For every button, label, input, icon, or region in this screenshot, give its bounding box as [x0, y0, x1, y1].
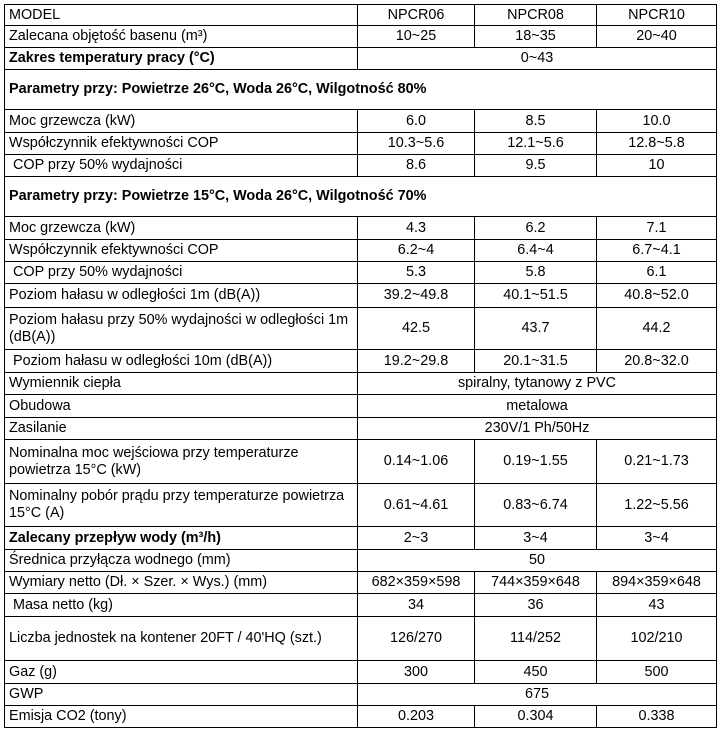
cell-value: 10~25: [358, 26, 475, 48]
table-row: [5, 308, 717, 350]
cell-value: 675: [358, 684, 717, 706]
cell-value: 0~43: [358, 48, 717, 70]
cell-value: 744×359×648: [475, 572, 597, 594]
cell-value: 20~40: [597, 26, 717, 48]
cell-value: 18~35: [475, 26, 597, 48]
cell-value: 10.3~5.6: [358, 133, 475, 155]
cell-value: 6.1: [597, 262, 717, 284]
cell-value: 300: [358, 661, 475, 684]
cell-value: 0.304: [475, 706, 597, 728]
table-row: [5, 527, 717, 550]
row-label: COP przy 50% wydajności: [5, 155, 358, 177]
row-label: COP przy 50% wydajności: [5, 262, 358, 284]
cell-value: 20.8~32.0: [597, 350, 717, 373]
table-row: [5, 594, 717, 617]
cell-value: 44.2: [597, 308, 717, 350]
cell-value: 0.338: [597, 706, 717, 728]
table-row: [5, 155, 717, 177]
table-row: [5, 484, 717, 527]
row-label: Zalecany przepływ wody (m³/h): [5, 527, 358, 550]
table-row: [5, 373, 717, 395]
row-label: Emisja CO2 (tony): [5, 706, 358, 728]
table-row: [5, 706, 717, 728]
cell-value: 10: [597, 155, 717, 177]
table-row: [5, 284, 717, 308]
cell-value: 20.1~31.5: [475, 350, 597, 373]
table-row: [5, 617, 717, 661]
table-row: [5, 262, 717, 284]
cell-value: 42.5: [358, 308, 475, 350]
cell-value: 10.0: [597, 110, 717, 133]
cell-value: 4.3: [358, 217, 475, 240]
cell-value: 12.1~5.6: [475, 133, 597, 155]
cell-value: 102/210: [597, 617, 717, 661]
header-row: [5, 5, 717, 26]
cell-value: 0.14~1.06: [358, 440, 475, 484]
row-label: GWP: [5, 684, 358, 706]
row-label: Średnica przyłącza wodnego (mm): [5, 550, 358, 572]
row-label: Nominalny pobór prądu przy temperaturze powietrza 15°C (A): [5, 484, 358, 527]
cell-value: 9.5: [475, 155, 597, 177]
table-row: [5, 440, 717, 484]
cell-value: 1.22~5.56: [597, 484, 717, 527]
model-header-label: MODEL: [5, 5, 358, 26]
cell-value: 894×359×648: [597, 572, 717, 594]
cell-value: 126/270: [358, 617, 475, 661]
table-row: [5, 572, 717, 594]
row-label: Poziom hałasu w odległości 1m (dB(A)): [5, 284, 358, 308]
cell-value: 39.2~49.8: [358, 284, 475, 308]
table-row: [5, 48, 717, 70]
table-row: [5, 684, 717, 706]
cell-value: 500: [597, 661, 717, 684]
cell-value: metalowa: [358, 395, 717, 418]
cell-value: 6.2: [475, 217, 597, 240]
row-label: Zakres temperatury pracy (°C): [5, 48, 358, 70]
row-label: Zasilanie: [5, 418, 358, 440]
cell-value: 19.2~29.8: [358, 350, 475, 373]
cell-value: 450: [475, 661, 597, 684]
cell-value: spiralny, tytanowy z PVC: [358, 373, 717, 395]
cell-value: 682×359×598: [358, 572, 475, 594]
row-label: Gaz (g): [5, 661, 358, 684]
cell-value: 6.0: [358, 110, 475, 133]
cell-value: 7.1: [597, 217, 717, 240]
row-label: Wymiennik ciepła: [5, 373, 358, 395]
row-label: Masa netto (kg): [5, 594, 358, 617]
cell-value: 8.6: [358, 155, 475, 177]
table-row: [5, 550, 717, 572]
cell-value: 5.8: [475, 262, 597, 284]
cell-value: 0.203: [358, 706, 475, 728]
row-label: Moc grzewcza (kW): [5, 217, 358, 240]
model-npcr10-header: NPCR10: [597, 5, 717, 26]
cell-value: 40.1~51.5: [475, 284, 597, 308]
table-row: [5, 110, 717, 133]
table-row: [5, 240, 717, 262]
cell-value: 3~4: [597, 527, 717, 550]
cell-value: 6.7~4.1: [597, 240, 717, 262]
cell-value: 43: [597, 594, 717, 617]
table-row: [5, 418, 717, 440]
model-npcr06-header: NPCR06: [358, 5, 475, 26]
row-label: Zalecana objętość basenu (m³): [5, 26, 358, 48]
cell-value: 2~3: [358, 527, 475, 550]
cell-value: 43.7: [475, 308, 597, 350]
row-label: Nominalna moc wejściowa przy temperaturze powietrza 15°C (kW): [5, 440, 358, 484]
row-label: Moc grzewcza (kW): [5, 110, 358, 133]
cell-value: 0.21~1.73: [597, 440, 717, 484]
row-label: Wymiary netto (Dł. × Szer. × Wys.) (mm): [5, 572, 358, 594]
table-row: [5, 133, 717, 155]
cell-value: 8.5: [475, 110, 597, 133]
cell-value: 230V/1 Ph/50Hz: [358, 418, 717, 440]
cell-value: 34: [358, 594, 475, 617]
cell-value: 6.4~4: [475, 240, 597, 262]
cell-value: 36: [475, 594, 597, 617]
row-label: Poziom hałasu przy 50% wydajności w odległości 1m (dB(A)): [5, 308, 358, 350]
section-heading: Parametry przy: Powietrze 26°C, Woda 26°C, Wilgotność 80%: [5, 70, 717, 110]
table-row: [5, 661, 717, 684]
table-row: [5, 217, 717, 240]
model-npcr08-header: NPCR08: [475, 5, 597, 26]
cell-value: 0.83~6.74: [475, 484, 597, 527]
section-heading: Parametry przy: Powietrze 15°C, Woda 26°C, Wilgotność 70%: [5, 177, 717, 217]
row-label: Liczba jednostek na kontener 20FT / 40'HQ (szt.): [5, 617, 358, 661]
cell-value: 5.3: [358, 262, 475, 284]
row-label: Obudowa: [5, 395, 358, 418]
cell-value: 3~4: [475, 527, 597, 550]
cell-value: 0.61~4.61: [358, 484, 475, 527]
section-heading-row: [5, 177, 717, 217]
row-label: Współczynnik efektywności COP: [5, 240, 358, 262]
section-heading-row: [5, 70, 717, 110]
row-label: Współczynnik efektywności COP: [5, 133, 358, 155]
cell-value: 114/252: [475, 617, 597, 661]
spec-table: [4, 4, 717, 728]
row-label: Poziom hałasu w odległości 10m (dB(A)): [5, 350, 358, 373]
cell-value: 0.19~1.55: [475, 440, 597, 484]
table-row: [5, 26, 717, 48]
cell-value: 6.2~4: [358, 240, 475, 262]
table-row: [5, 395, 717, 418]
cell-value: 50: [358, 550, 717, 572]
table-row: [5, 350, 717, 373]
cell-value: 40.8~52.0: [597, 284, 717, 308]
cell-value: 12.8~5.8: [597, 133, 717, 155]
